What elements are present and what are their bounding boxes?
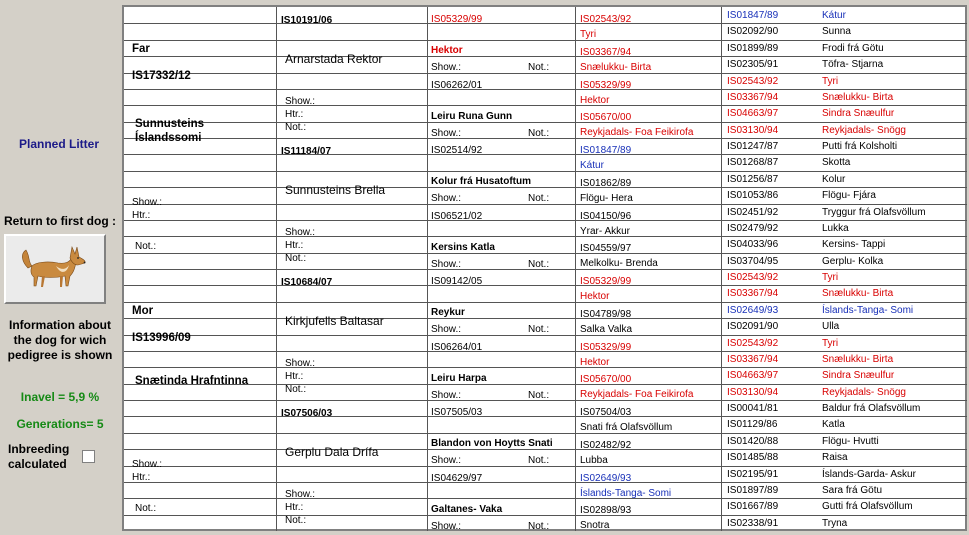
ancestor-name[interactable]: Kátur (822, 10, 846, 21)
ancestor-reg-number[interactable]: IS02091/90 (727, 321, 779, 333)
htr-label: Htr.: (132, 210, 151, 221)
show-label: Show.: (431, 127, 462, 139)
ancestor-name[interactable]: Flögu- Hvutti (822, 435, 879, 447)
show-label: Show.: (431, 258, 462, 270)
ancestor-reg-number[interactable]: IS01268/87 (727, 157, 779, 169)
htr-label: Htr.: (285, 371, 304, 382)
ancestor-name[interactable]: Töfra- Stjarna (822, 59, 884, 71)
grandparent-name[interactable]: Arnarstada Rektor (285, 52, 383, 66)
row-divider (427, 335, 967, 336)
ancestor-name[interactable]: Reykjadals- Snögg (822, 386, 906, 398)
row-divider (124, 89, 967, 90)
inbreeding-calculated-label: Inbreeding calculated (8, 442, 70, 471)
row-divider (124, 56, 967, 57)
ancestor-reg-number[interactable]: IS05329/99 (580, 79, 632, 91)
info-text: Information about the dog for wich pedigree is shown (7, 318, 113, 362)
ancestor-name[interactable]: Kátur (580, 160, 604, 171)
ancestor-name[interactable]: Snotra (580, 520, 610, 532)
ancestor-name[interactable]: Snælukku- Birta (580, 61, 652, 73)
ancestor-reg-number[interactable]: IS02451/92 (727, 206, 779, 218)
show-label: Show.: (132, 459, 163, 470)
ancestor-name[interactable]: Hektor (580, 94, 610, 106)
ancestor-reg-number[interactable]: IS06264/01 (431, 341, 483, 353)
not-label: Not.: (135, 241, 157, 252)
ancestor-name[interactable]: Melkolku- Brenda (580, 258, 658, 270)
not-label: Not.: (528, 389, 550, 401)
not-label: Not.: (285, 384, 307, 395)
row-divider (124, 187, 967, 188)
ancestor-name[interactable]: Katla (822, 419, 845, 431)
ancestor-name[interactable]: Yrar- Akkur (580, 225, 631, 237)
htr-label: Htr.: (285, 502, 304, 513)
row-divider (124, 105, 967, 106)
ancestor-name[interactable]: Kersins- Tappi (822, 239, 886, 251)
ancestor-reg-number[interactable]: IS02649/93 (727, 304, 779, 316)
show-label: Show.: (431, 389, 462, 401)
ancestor-reg-number[interactable]: IS02482/92 (580, 439, 632, 451)
ancestor-name[interactable]: Íslands-Tanga- Somi (580, 487, 672, 499)
planned-litter-link[interactable]: Planned Litter (18, 137, 99, 151)
row-divider (124, 23, 967, 24)
row-divider (124, 482, 967, 483)
show-label: Show.: (431, 324, 462, 335)
not-label: Not.: (135, 503, 157, 514)
not-label: Not.: (285, 515, 307, 526)
not-label: Not.: (528, 193, 550, 204)
ancestor-name[interactable]: Hektor (431, 45, 463, 56)
show-label: Show.: (431, 193, 462, 204)
ancestor-name[interactable]: Tyri (822, 272, 839, 283)
ancestor-name[interactable]: Reykjadals- Foa Feikirofa (580, 127, 694, 139)
not-label: Not.: (528, 62, 550, 73)
ancestor-reg-number[interactable]: IS02649/93 (580, 472, 632, 484)
ancestor-name[interactable]: Ulla (822, 321, 840, 333)
row-divider (124, 351, 967, 352)
ancestor-name[interactable]: Salka Valka (580, 323, 633, 335)
row-divider (124, 154, 967, 155)
show-label: Show.: (431, 455, 462, 466)
ancestor-reg-number[interactable]: IS07505/03 (431, 407, 483, 418)
row-divider (124, 318, 967, 319)
ancestor-reg-number[interactable]: IS02514/92 (431, 145, 483, 156)
ancestor-reg-number[interactable]: IS06521/02 (431, 210, 483, 222)
ancestor-reg-number[interactable]: IS01847/89 (727, 10, 779, 21)
ancestor-name[interactable]: Raisa (822, 452, 848, 464)
row-divider (124, 236, 967, 237)
not-label: Not.: (528, 324, 550, 335)
ancestor-reg-number[interactable]: IS02479/92 (727, 222, 779, 234)
ancestor-reg-number[interactable]: IS01420/88 (727, 435, 779, 447)
ancestor-name[interactable]: Lubba (580, 454, 608, 466)
grandparent-reg-number[interactable]: IS07506/03 (281, 408, 333, 419)
not-label: Not.: (528, 258, 550, 270)
ancestor-name[interactable]: Hektor (580, 291, 610, 302)
ancestor-reg-number[interactable]: IS01667/89 (727, 501, 779, 513)
ancestor-name[interactable]: Tryna (822, 517, 848, 529)
ancestor-reg-number[interactable]: IS04789/98 (580, 308, 632, 320)
ancestor-reg-number[interactable]: IS04663/97 (727, 108, 779, 120)
show-label: Show.: (132, 197, 163, 208)
ancestor-name[interactable]: Kolur (822, 173, 846, 185)
ancestor-name[interactable]: Snati frá Olafsvöllum (580, 422, 673, 433)
grandparent-reg-number[interactable]: IS10684/07 (281, 277, 333, 288)
ancestor-reg-number[interactable]: IS05329/99 (431, 14, 483, 25)
row-divider (124, 285, 967, 286)
ancestor-reg-number[interactable]: IS01485/88 (727, 452, 779, 464)
row-divider (124, 498, 967, 499)
ancestor-name[interactable]: Kolur frá Husatoftum (431, 176, 531, 187)
htr-label: Htr.: (285, 109, 304, 120)
ancestor-name[interactable]: Lukka (822, 222, 849, 234)
ancestor-reg-number[interactable]: IS06262/01 (431, 79, 483, 91)
ancestor-name[interactable]: Flögu- Fjára (822, 190, 876, 202)
row-divider (427, 73, 967, 74)
row-divider (427, 204, 967, 205)
side-panel (0, 0, 120, 535)
ancestor-reg-number[interactable]: IS01847/89 (580, 145, 632, 156)
row-divider (124, 171, 967, 172)
pedigree-table (122, 5, 967, 531)
ancestor-name[interactable]: Sara frá Götu (822, 484, 883, 496)
ancestor-reg-number[interactable]: IS00041/81 (727, 403, 779, 414)
ancestor-name[interactable]: Íslands-Garda- Askur (822, 468, 916, 480)
ancestor-reg-number[interactable]: IS02543/92 (727, 337, 779, 349)
ancestor-name[interactable]: Reykur (431, 307, 465, 318)
ancestor-reg-number[interactable]: IS07504/03 (580, 407, 632, 418)
ancestor-reg-number[interactable]: IS03367/94 (727, 353, 779, 365)
return-to-first-dog-label: Return to first dog : (4, 214, 116, 228)
ancestor-name[interactable]: Sindra Snæulfur (822, 370, 895, 382)
not-label: Not.: (528, 127, 550, 139)
ancestor-reg-number[interactable]: IS05670/00 (580, 374, 632, 386)
ancestor-reg-number[interactable]: IS01129/86 (727, 419, 778, 431)
ancestor-reg-number[interactable]: IS05329/99 (580, 276, 632, 287)
not-label: Not.: (285, 122, 307, 133)
grandparent-reg-number[interactable]: IS11184/07 (281, 146, 332, 157)
ancestor-reg-number[interactable]: IS02898/93 (580, 505, 632, 517)
ancestor-name[interactable]: Íslands-Tanga- Somi (822, 304, 914, 316)
ancestor-name[interactable]: Snælukku- Birta (822, 288, 894, 300)
ancestor-reg-number[interactable]: IS01053/86 (727, 190, 779, 202)
ancestor-name[interactable]: Skotta (822, 157, 851, 169)
ancestor-name[interactable]: Sindra Snæulfur (822, 108, 895, 120)
parent-name[interactable]: Sunnusteins Íslandssomi (135, 118, 205, 144)
ancestor-name[interactable]: Tryggur frá Olafsvöllum (822, 206, 926, 218)
grandparent-name[interactable]: Kirkjufells Baltasar (285, 314, 384, 328)
ancestor-reg-number[interactable]: IS04150/96 (580, 210, 632, 222)
ancestor-reg-number[interactable]: IS05670/00 (580, 112, 632, 124)
ancestor-reg-number[interactable]: IS01256/87 (727, 173, 779, 185)
ancestor-name[interactable]: Blandon von Hoytts Snati (431, 438, 553, 449)
ancestor-reg-number[interactable]: IS03130/94 (727, 124, 779, 136)
row-divider (124, 416, 967, 417)
ancestor-reg-number[interactable]: IS02338/91 (727, 517, 779, 529)
show-label: Show.: (285, 358, 316, 369)
first-dog-image-button[interactable] (4, 234, 106, 304)
ancestor-reg-number[interactable]: IS04663/97 (727, 370, 779, 382)
parent-role-label: Mor (132, 305, 154, 317)
row-divider (124, 367, 967, 368)
parent-reg-number[interactable]: IS13996/09 (132, 332, 191, 344)
ancestor-reg-number[interactable]: IS04559/97 (580, 243, 632, 255)
ancestor-reg-number[interactable]: IS03367/94 (580, 46, 632, 58)
ancestor-reg-number[interactable]: IS01862/89 (580, 177, 632, 189)
ancestor-name[interactable]: Kersins Katla (431, 241, 495, 253)
show-label: Show.: (431, 520, 462, 532)
inbreeding-calculated-checkbox[interactable] (82, 450, 95, 463)
ancestor-name[interactable]: Frodi frá Götu (822, 42, 884, 54)
ancestor-reg-number[interactable]: IS02543/92 (580, 14, 632, 25)
row-divider (124, 40, 967, 41)
ancestor-reg-number[interactable]: IS09142/05 (431, 276, 483, 287)
ancestor-reg-number[interactable]: IS03130/94 (727, 386, 779, 398)
ancestor-reg-number[interactable]: IS02543/92 (727, 75, 779, 87)
show-label: Show.: (285, 227, 316, 238)
ancestor-reg-number[interactable]: IS03704/95 (727, 255, 779, 267)
grandparent-reg-number[interactable]: IS10191/06 (281, 15, 333, 26)
ancestor-name[interactable]: Snælukku- Birta (822, 353, 894, 365)
ancestor-name[interactable]: Tyri (822, 75, 839, 87)
ancestor-name[interactable]: Reykjadals- Foa Feikirofa (580, 389, 694, 401)
row-divider (124, 433, 967, 434)
grandparent-name[interactable]: Sunnusteins Brella (285, 183, 386, 197)
ancestor-name[interactable]: Gerplu- Kolka (822, 255, 884, 267)
parent-name[interactable]: Snætinda Hrafntinna (135, 375, 249, 387)
ancestor-reg-number[interactable]: IS04033/96 (727, 239, 779, 251)
ancestor-name[interactable]: Reykjadals- Snögg (822, 124, 906, 136)
ancestor-name[interactable]: Tyri (822, 337, 839, 349)
ancestor-reg-number[interactable]: IS03367/94 (727, 288, 779, 300)
row-divider (124, 253, 967, 254)
not-label: Not.: (528, 455, 550, 466)
row-divider (124, 220, 967, 221)
ancestor-reg-number[interactable]: IS04629/97 (431, 472, 483, 484)
ancestor-name[interactable]: Sunna (822, 26, 851, 38)
row-divider (124, 449, 967, 450)
ancestor-name[interactable]: Galtanes- Vaka (431, 503, 503, 515)
ancestor-reg-number[interactable]: IS02092/90 (727, 26, 779, 38)
show-label: Show.: (431, 62, 462, 73)
htr-label: Htr.: (132, 472, 151, 483)
ancestor-reg-number[interactable]: IS03367/94 (727, 91, 779, 103)
ancestor-reg-number[interactable]: IS01899/89 (727, 42, 779, 54)
inbreeding-coefficient: Inavel = 5,9 % (20, 390, 100, 404)
show-label: Show.: (285, 489, 316, 500)
ancestor-reg-number[interactable]: IS02543/92 (727, 272, 779, 283)
ancestor-reg-number[interactable]: IS02195/91 (727, 468, 779, 480)
row-divider (427, 466, 967, 467)
dog-icon (6, 236, 104, 302)
grandparent-name[interactable]: Gerplu Dala Drífa (285, 445, 379, 459)
row-divider (721, 269, 967, 270)
ancestor-name[interactable]: Putti frá Kolsholti (822, 141, 898, 152)
ancestor-name[interactable]: Leiru Runa Gunn (431, 110, 513, 122)
generations-count: Generations= 5 (16, 417, 104, 431)
parent-reg-number[interactable]: IS17332/12 (132, 70, 191, 82)
show-label: Show.: (285, 96, 316, 107)
not-label: Not.: (285, 253, 307, 264)
parent-role-label: Far (132, 43, 150, 55)
ancestor-name[interactable]: Snælukku- Birta (822, 91, 894, 103)
ancestor-name[interactable]: Baldur frá Olafsvöllum (822, 403, 921, 414)
ancestor-reg-number[interactable]: IS01897/89 (727, 484, 779, 496)
ancestor-reg-number[interactable]: IS01247/87 (727, 141, 779, 152)
ancestor-name[interactable]: Gutti frá Olafsvöllum (822, 501, 913, 513)
ancestor-name[interactable]: Leiru Harpa (431, 372, 487, 384)
htr-label: Htr.: (285, 240, 304, 251)
ancestor-name[interactable]: Tyri (580, 29, 597, 40)
row-divider (124, 302, 967, 303)
ancestor-reg-number[interactable]: IS02305/91 (727, 59, 779, 71)
ancestor-reg-number[interactable]: IS05329/99 (580, 341, 632, 353)
ancestor-name[interactable]: Hektor (580, 356, 610, 368)
ancestor-name[interactable]: Flögu- Hera (580, 192, 633, 204)
row-divider (124, 515, 967, 516)
not-label: Not.: (528, 520, 550, 532)
